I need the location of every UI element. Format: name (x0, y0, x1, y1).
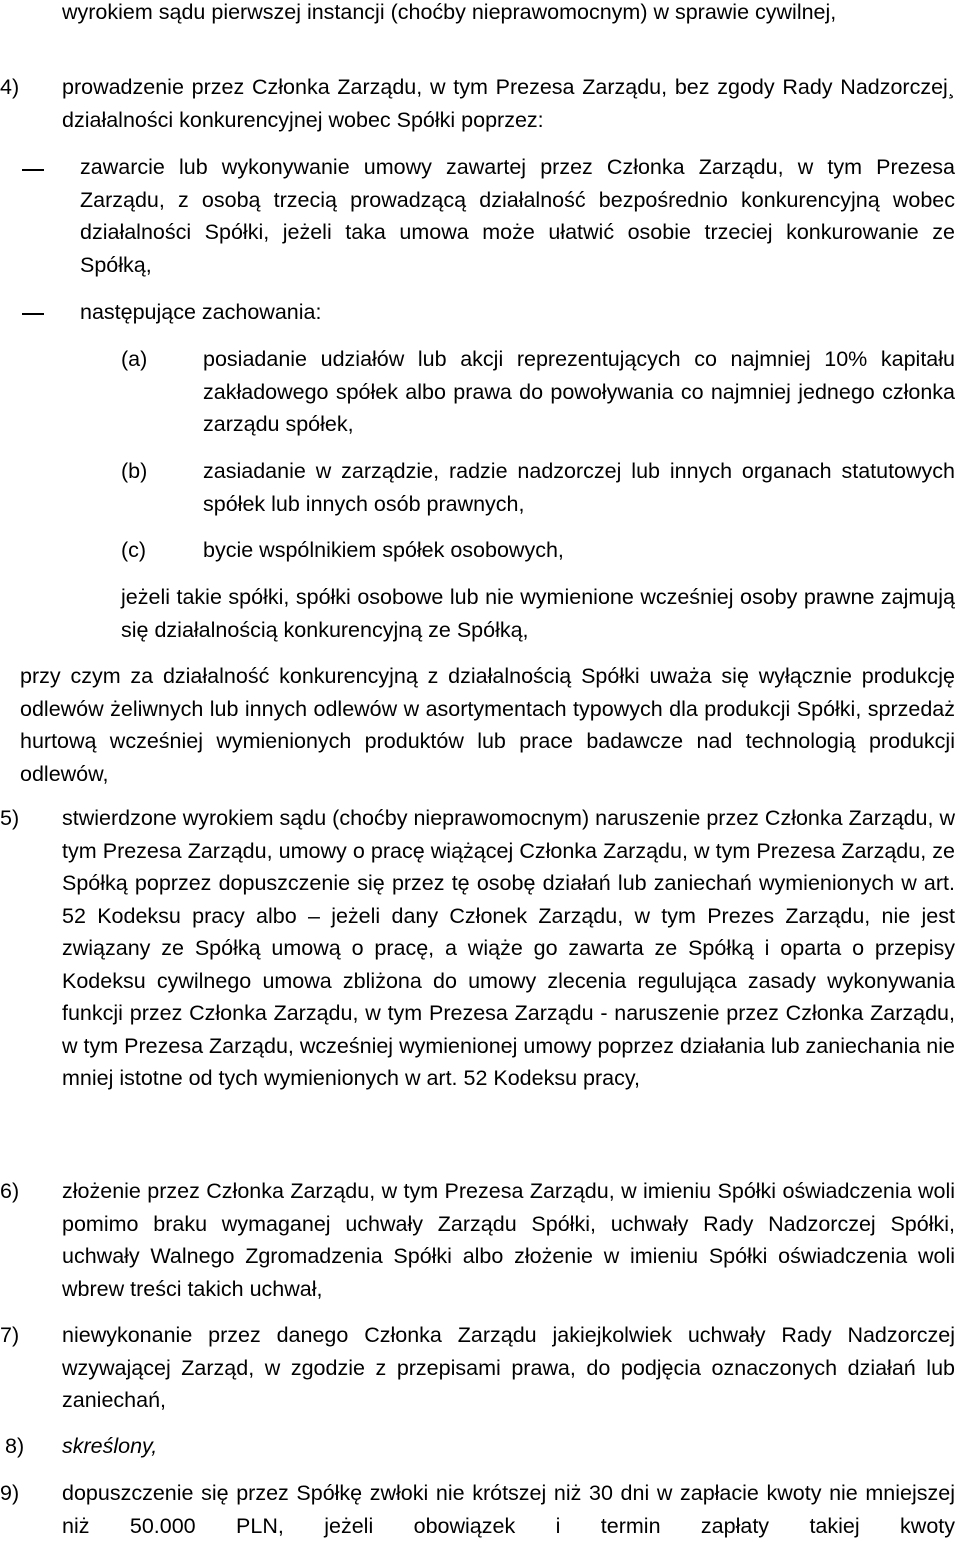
sub-item-b-label: (b) (121, 459, 148, 483)
sub-item-b-text: zasiadanie w zarządzie, radzie nadzorczej lub innych organach statutowych spółek lub innych osób prawnych, (203, 459, 955, 516)
item-9-text: dopuszczenie się przez Spółkę zwłoki nie krótszej niż 30 dni w zapłacie kwoty nie mniejszej niż 50.000 PLN, jeżeli obowiązek i termin zapłaty takiej kwoty (62, 1481, 955, 1538)
item-4-closing: jeżeli takie spółki, spółki osobowe lub nie wymienione wcześniej osoby prawne zajmują się działalnością konkurencyjną ze Spółką, (121, 585, 955, 642)
item-4-definition: przy czym za działalność konkurencyjną z działalnością Spółki uważa się wyłącznie produkcję odlewów żeliwnych lub innych odlewów w asortymentach typowych dla produkcji Spółki, sprzedaż hurtową wcześniej wymienionych produktów lub prace badawcze nad technologią produkcji odlewów, (20, 664, 955, 786)
item-7-text: niewykonanie przez danego Członka Zarządu jakiejkolwiek uchwały Rady Nadzorczej wzywającej Zarząd, w zgodzie z przepisami prawa, do podjęcia oznaczonych działań lub zaniechań, (62, 1323, 955, 1412)
sub-item-a-label: (a) (121, 347, 148, 371)
sub-item-c-label: (c) (121, 538, 147, 562)
item-8-number: 8) (5, 1434, 25, 1458)
dash-bullet-icon (22, 313, 44, 315)
item-5-number: 5) (0, 806, 20, 830)
item-3-continuation: wyrokiem sądu pierwszej instancji (choćby nieprawomocnym) w sprawie cywilnej, (62, 0, 837, 24)
dash-bullet-icon (22, 169, 44, 171)
item-7-number: 7) (0, 1323, 20, 1347)
item-4-bullet-2: następujące zachowania: (80, 300, 322, 324)
item-8-text: skreślony, (62, 1434, 158, 1458)
item-9-number: 9) (0, 1481, 20, 1505)
item-5-text: stwierdzone wyrokiem sądu (choćby nieprawomocnym) naruszenie przez Członka Zarządu, w tym Prezesa Zarządu, umowy o pracę wiążącej Członka Zarządu, w tym Prezesa Zarządu, ze Spółką poprzez dopuszczenie się przez tę osobę działań lub zaniechań wymienionych w art. 52 Kodeksu pracy albo – jeżeli dany Członek Zarządu, w tym Prezes Zarządu, nie jest związany ze Spółką umową o pracę, a wiąże go zawarta ze Spółką i oparta o przepisy Kodeksu cywilnego umowa zbliżona do umowy zlecenia regulująca zasady wykonywania funkcji przez Członka Zarządu, w tym Prezesa Zarządu - naruszenie przez Członka Zarządu, w tym Prezesa Zarządu, wcześniej wymienionej umowy poprzez działania lub zaniechania nie mniej istotne od tych wymienionych w art. 52 Kodeksu pracy, (62, 806, 955, 1090)
item-4-bullet-1: zawarcie lub wykonywanie umowy zawartej przez Członka Zarządu, w tym Prezesa Zarządu, z osobą trzecią prowadzącą działalność bezpośrednio konkurencyjną wobec działalności Spółki, jeżeli taka umowa może ułatwić osobie trzeciej konkurowanie ze Spółką, (80, 155, 955, 277)
item-4-number: 4) (0, 75, 20, 99)
item-4-text: prowadzenie przez Członka Zarządu, w tym Prezesa Zarządu, bez zgody Rady Nadzorczej¸ działalności konkurencyjnej wobec Spółki poprzez: (62, 75, 955, 132)
item-6-text: złożenie przez Członka Zarządu, w tym Prezesa Zarządu, w imieniu Spółki oświadczenia woli pomimo braku wymaganej uchwały Zarządu Spółki, uchwały Rady Nadzorczej Spółki, uchwały Walnego Zgromadzenia Spółki albo złożenie w imieniu Spółki oświadczenia woli wbrew treści takich uchwał, (62, 1179, 955, 1301)
sub-item-a-text: posiadanie udziałów lub akcji reprezentujących co najmniej 10% kapitału zakładowego spółek albo prawa do powoływania co najmniej jednego członka zarządu spółek, (203, 347, 955, 436)
sub-item-c-text: bycie wspólnikiem spółek osobowych, (203, 538, 564, 562)
item-6-number: 6) (0, 1179, 20, 1203)
